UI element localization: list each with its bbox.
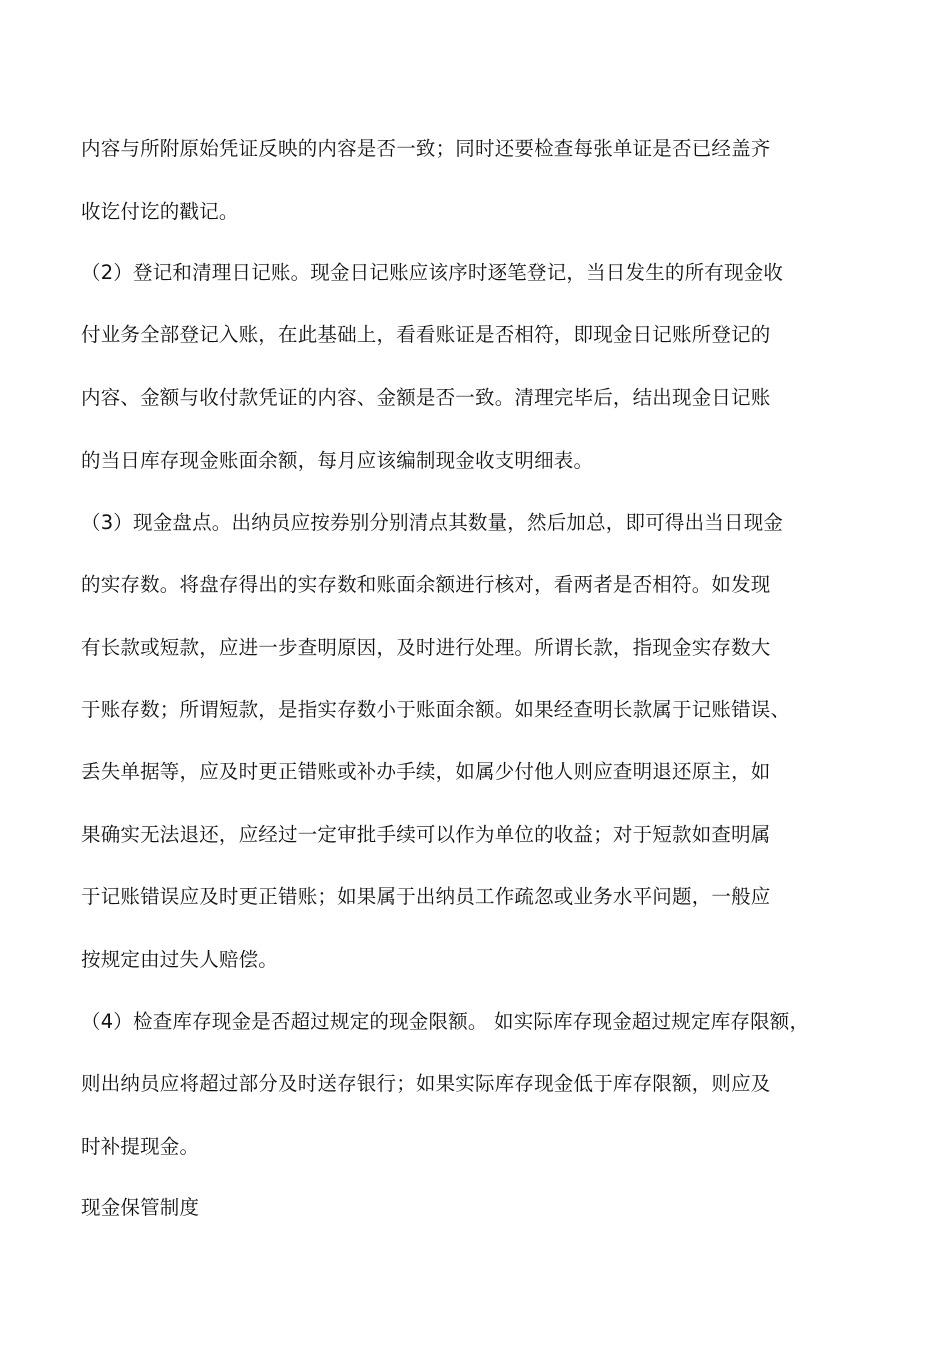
paragraph-3-line-1: （3）现金盘点。出纳员应按券别分别清点其数量，然后加总，即可得出当日现金 (81, 511, 784, 534)
paragraph-3-line-4: 于账存数；所谓短款，是指实存数小于账面余额。如果经查明长款属于记账错误、 (81, 698, 791, 721)
text-line-1: 内容与所附原始凭证反映的内容是否一致；同时还要检查每张单证是否已经盖齐 (81, 137, 771, 160)
paragraph-3-line-5: 丢失单据等，应及时更正错账或补办手续，如属少付他人则应查明退还原主，如 (81, 760, 771, 783)
text-line-2: 收讫付讫的戳记。 (81, 200, 239, 223)
paragraph-2-line-4: 的当日库存现金账面余额，每月应该编制现金收支明细表。 (81, 449, 594, 472)
paragraph-3-line-3: 有长款或短款，应进一步查明原因，及时进行处理。所谓长款，指现金实存数大 (81, 636, 771, 659)
section-heading: 现金保管制度 (81, 1196, 200, 1219)
paragraph-2-line-3: 内容、金额与收付款凭证的内容、金额是否一致。清理完毕后，结出现金日记账 (81, 386, 771, 409)
paragraph-3-line-8: 按规定由过失人赔偿。 (81, 948, 279, 971)
paragraph-2-line-1: （2）登记和清理日记账。现金日记账应该序时逐笔登记，当日发生的所有现金收 (81, 261, 784, 284)
paragraph-3-line-2: 的实存数。将盘存得出的实存数和账面余额进行核对，看两者是否相符。如发现 (81, 573, 771, 596)
paragraph-3-line-6: 果确实无法退还，应经过一定审批手续可以作为单位的收益；对于短款如查明属 (81, 823, 771, 846)
paragraph-4-line-2: 则出纳员应将超过部分及时送存银行；如果实际库存现金低于库存限额，则应及 (81, 1072, 771, 1095)
paragraph-4-line-3: 时补提现金。 (81, 1135, 200, 1158)
paragraph-2-line-2: 付业务全部登记入账，在此基础上，看看账证是否相符，即现金日记账所登记的 (81, 323, 771, 346)
paragraph-4-line-1: （4）检查库存现金是否超过规定的现金限额。 如实际库存现金超过规定库存限额， (81, 1010, 810, 1033)
paragraph-3-line-7: 于记账错误应及时更正错账；如果属于出纳员工作疏忽或业务水平问题，一般应 (81, 885, 771, 908)
